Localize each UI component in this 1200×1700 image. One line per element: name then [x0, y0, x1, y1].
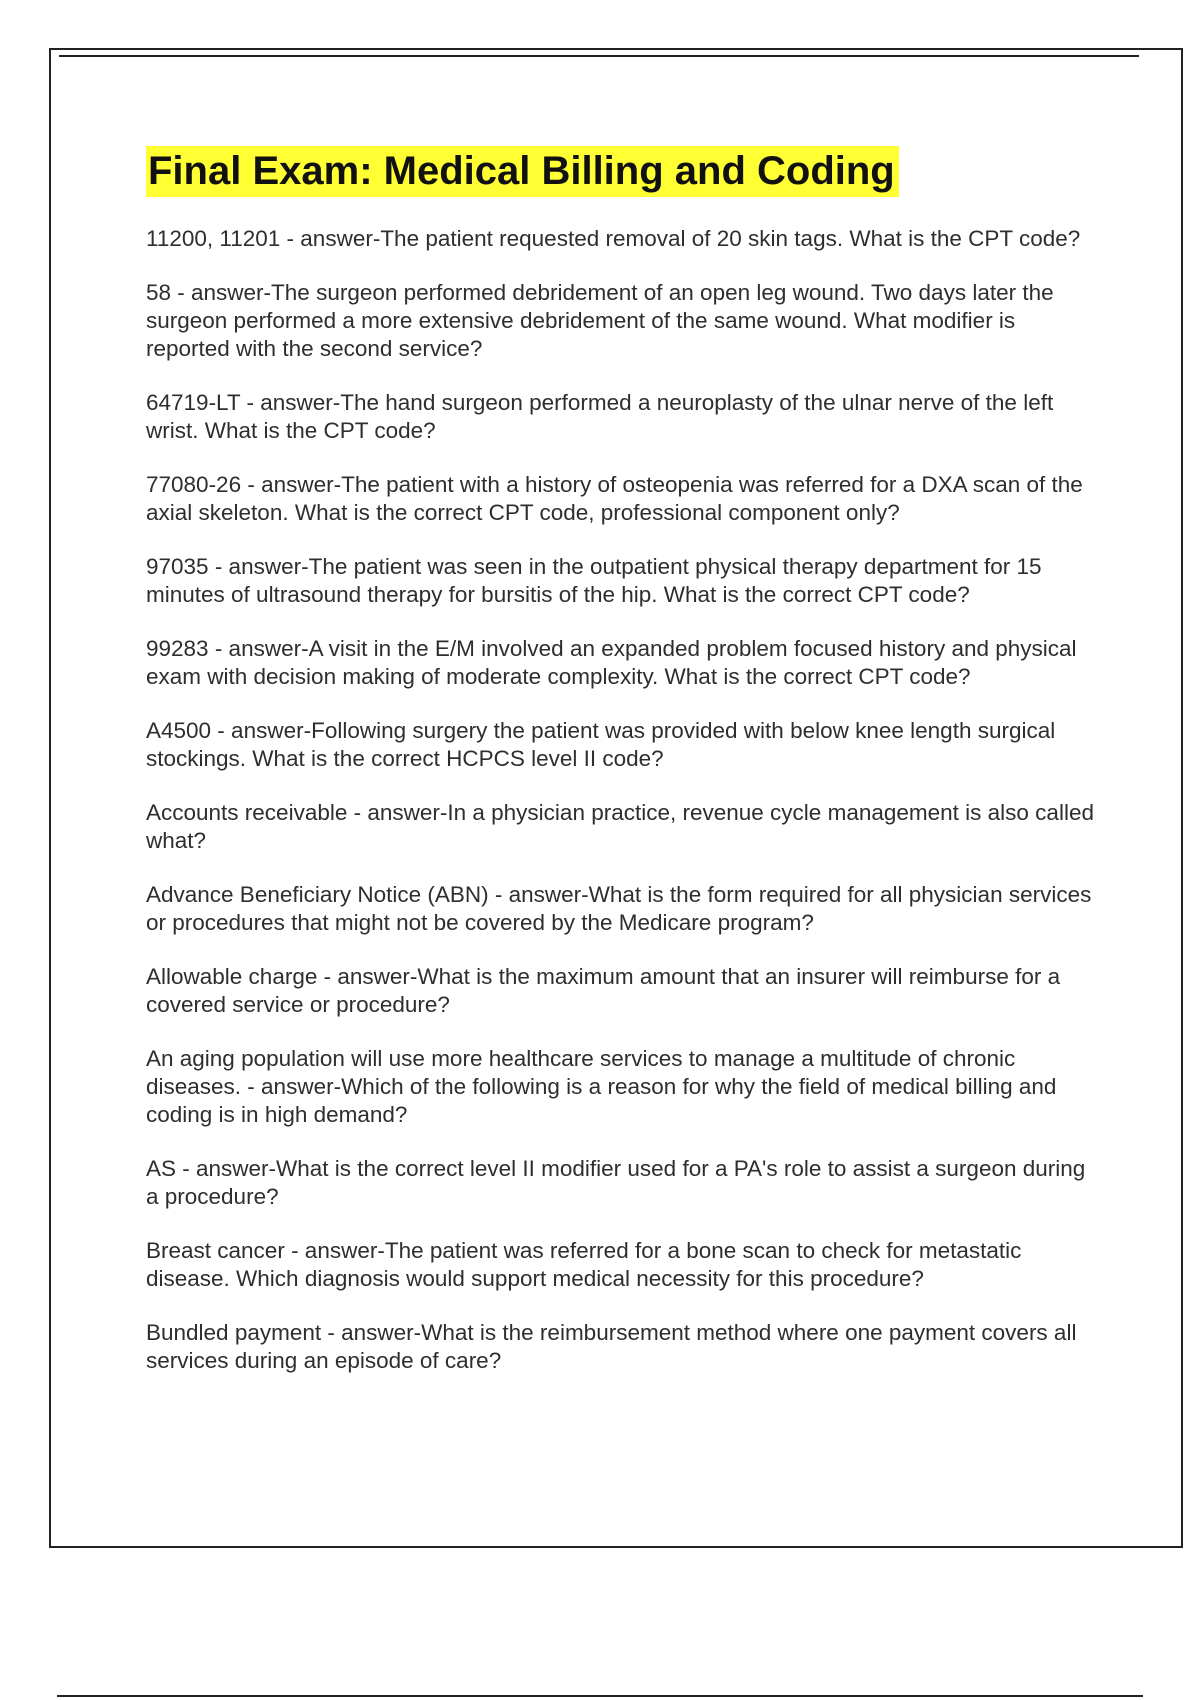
qa-item: 97035 - answer-The patient was seen in the outpatient physical therapy department for 15 minutes of ultrasound therapy for bursitis of the hip. What is the correct CPT code? — [146, 554, 1042, 607]
page-frame — [49, 48, 1183, 1548]
qa-item: Allowable charge - answer-What is the maximum amount that an insurer will reimburse for a covered service or procedure? — [146, 964, 1061, 1017]
qa-item: Bundled payment - answer-What is the reimbursement method where one payment covers all services during an episode of care? — [146, 1320, 1077, 1373]
qa-item: Advance Beneficiary Notice (ABN) - answer-What is the form required for all physician services or procedures that might not be covered by the Medicare program? — [146, 882, 1092, 935]
title-block — [146, 146, 899, 197]
qa-item: 64719-LT - answer-The hand surgeon performed a neuroplasty of the ulnar nerve of the left wrist. What is the CPT code? — [146, 390, 1054, 443]
top-rule — [59, 55, 1139, 57]
qa-item: A4500 - answer-Following surgery the patient was provided with below knee length surgical stockings. What is the correct HCPCS level II code? — [146, 718, 1056, 771]
qa-item: 77080-26 - answer-The patient with a history of osteopenia was referred for a DXA scan of the axial skeleton. What is the correct CPT code, professional component only? — [146, 472, 1083, 525]
qa-item: AS - answer-What is the correct level II modifier used for a PA's role to assist a surgeon during a procedure? — [146, 1156, 1086, 1209]
qa-item: 99283 - answer-A visit in the E/M involved an expanded problem focused history and physical exam with decision making of moderate complexity. What is the correct CPT code? — [146, 636, 1077, 689]
document-title: Final Exam: Medical Billing and Coding — [146, 146, 899, 197]
bottom-rule — [57, 1695, 1143, 1697]
qa-item: 58 - answer-The surgeon performed debridement of an open leg wound. Two days later the surgeon performed a more extensive debridement of the same wound. What modifier is reported with the second service? — [146, 280, 1054, 361]
qa-item: An aging population will use more healthcare services to manage a multitude of chronic diseases. - answer-Which of the following is a reason for why the field of medical billing and coding is in high demand? — [146, 1046, 1057, 1127]
qa-item: Breast cancer - answer-The patient was referred for a bone scan to check for metastatic disease. Which diagnosis would support medical necessity for this procedure? — [146, 1238, 1022, 1291]
qa-item: Accounts receivable - answer-In a physician practice, revenue cycle management is also called what? — [146, 800, 1094, 853]
qa-item: 11200, 11201 - answer-The patient requested removal of 20 skin tags. What is the CPT code? — [146, 226, 1081, 251]
qa-list — [146, 225, 1096, 1401]
